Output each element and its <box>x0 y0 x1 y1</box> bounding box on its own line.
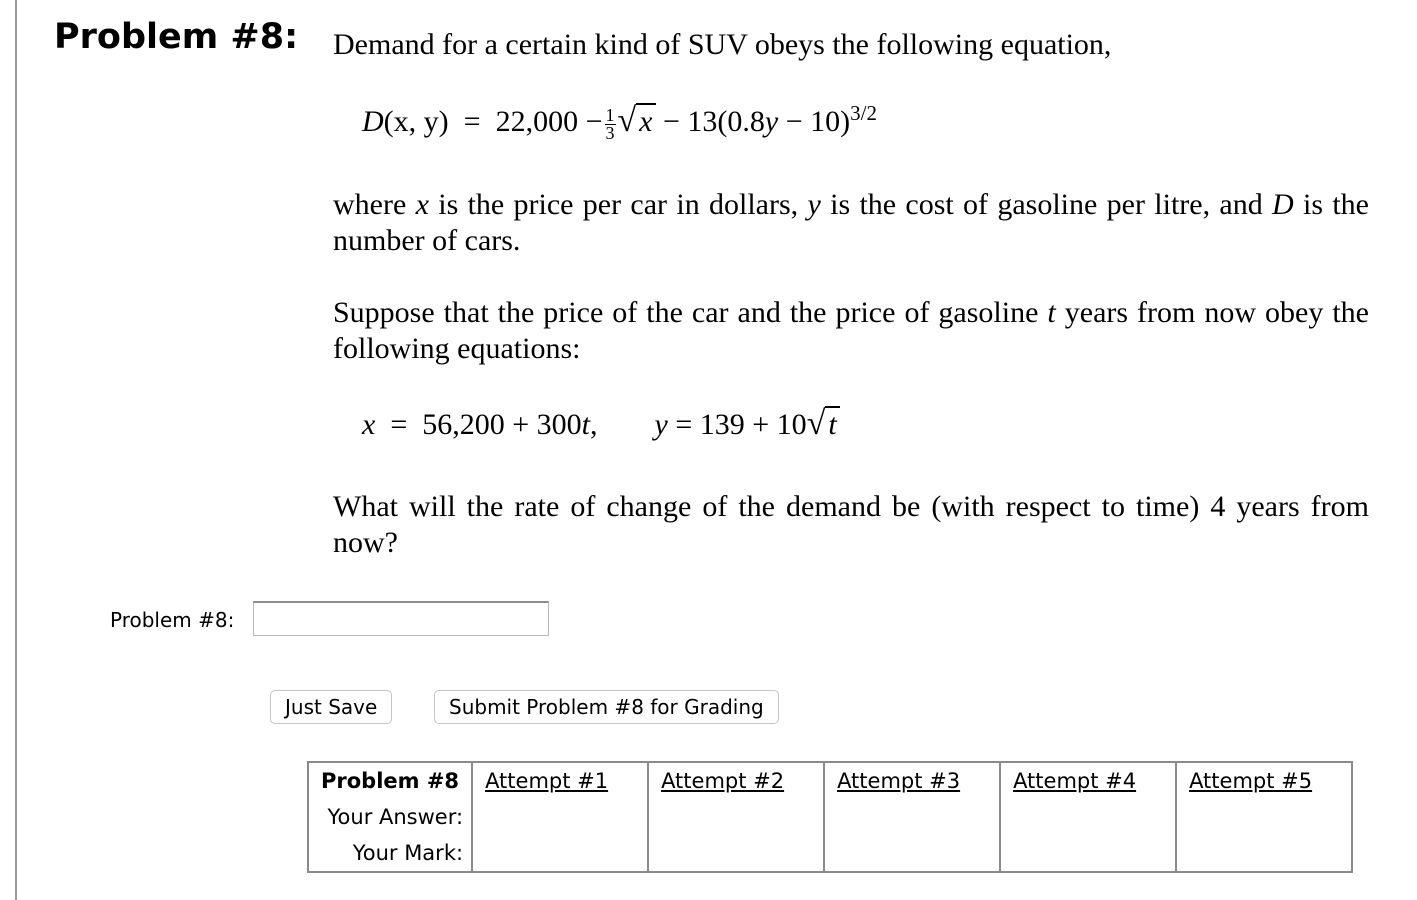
problem-intro: Demand for a certain kind of SUV obeys the following equation, <box>333 28 1112 61</box>
your-answer-row <box>308 799 1352 835</box>
time-equations: x = 56,200 + 300t, y = 139 + 10√ t <box>362 406 840 443</box>
demand-equation: D(x, y) = 22,000 − $\frac{1}{3}$ √ $x - 13(0.8y - 10)^{3/2}$ <box>362 101 878 143</box>
submit-button[interactable]: Submit Problem #8 for Grading <box>434 690 779 724</box>
your-mark-row <box>308 835 1352 872</box>
answer-cell-5 <box>1176 799 1352 835</box>
sqrt-x: √ x <box>618 105 656 138</box>
answer-label: Problem #8: <box>110 608 235 632</box>
answer-cell-2 <box>648 799 824 835</box>
mark-cell-1 <box>472 835 648 872</box>
attempt-2-link[interactable]: Attempt #2 <box>648 762 824 799</box>
sqrt-t: √ t <box>807 408 840 441</box>
where-paragraph: where x is the price per car in dollars, y is the cost of gasoline per litre, and D is the number of cars. <box>333 188 1369 257</box>
answer-cell-4 <box>1000 799 1176 835</box>
suppose-paragraph: Suppose that the price of the car and the price of gasoline t years from now obey the following equations: <box>333 296 1369 365</box>
mark-cell-2 <box>648 835 824 872</box>
left-border <box>15 0 17 900</box>
just-save-button[interactable]: Just Save <box>270 690 392 724</box>
problem-header: Problem #8 <box>321 769 460 793</box>
problem-title: Problem #8: <box>54 17 299 57</box>
one-third-fraction: $\frac{1}{3}$ <box>605 104 615 143</box>
answer-cell-1 <box>472 799 648 835</box>
mark-cell-4 <box>1000 835 1176 872</box>
attempts-header-row <box>308 762 1352 799</box>
question-paragraph: What will the rate of change of the demand be (with respect to time) 4 years from now? <box>333 490 1369 559</box>
attempts-table <box>307 761 1353 873</box>
answer-cell-3 <box>824 799 1000 835</box>
attempt-4-link[interactable]: Attempt #4 <box>1000 762 1176 799</box>
attempt-5-link[interactable]: Attempt #5 <box>1176 762 1352 799</box>
attempt-3-link[interactable]: Attempt #3 <box>824 762 1000 799</box>
attempt-1-link[interactable]: Attempt #1 <box>472 762 648 799</box>
answer-input[interactable] <box>253 601 549 636</box>
your-mark-label: Your Mark: <box>352 841 464 865</box>
mark-cell-5 <box>1176 835 1352 872</box>
your-answer-label: Your Answer: <box>327 805 464 829</box>
mark-cell-3 <box>824 835 1000 872</box>
